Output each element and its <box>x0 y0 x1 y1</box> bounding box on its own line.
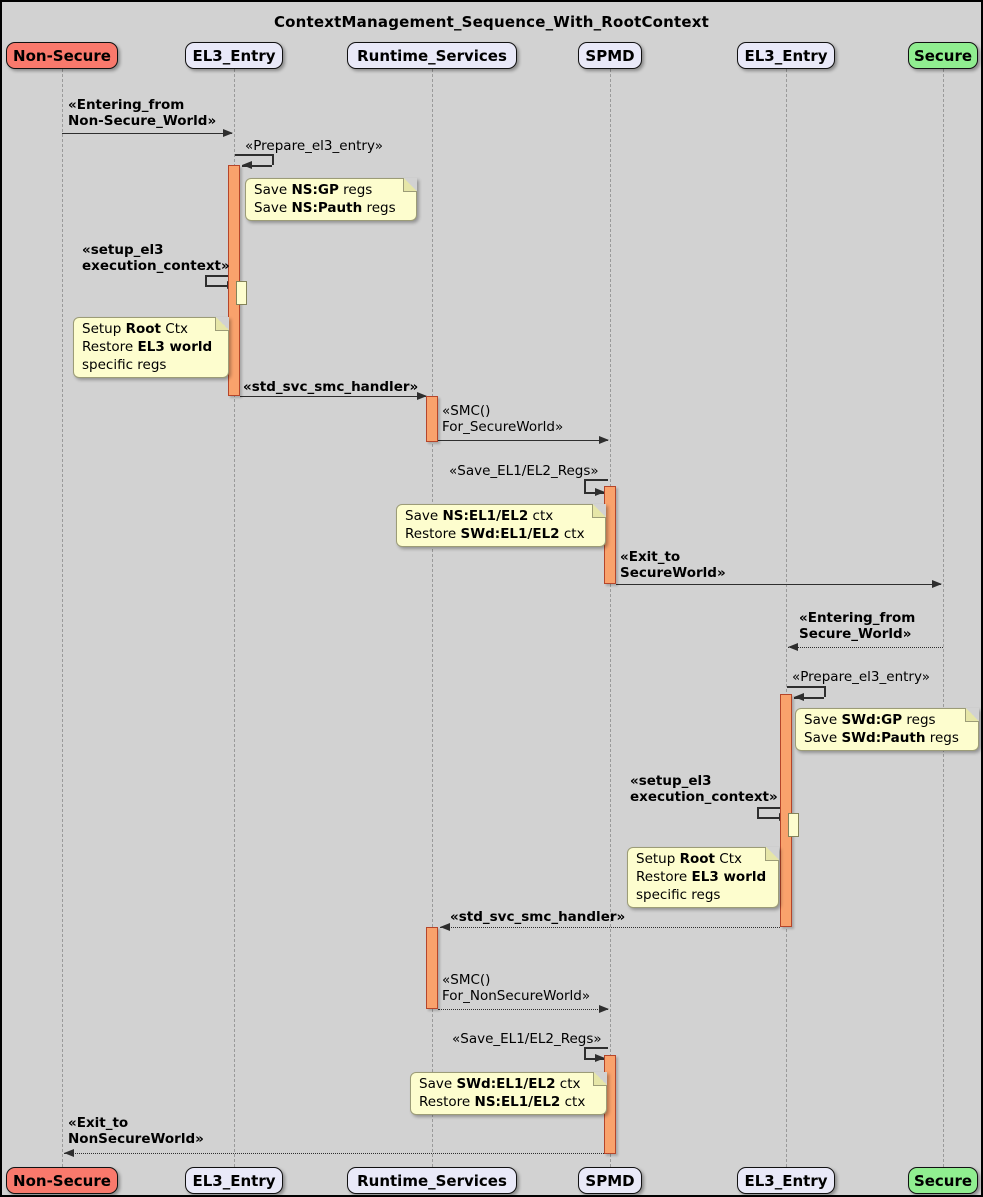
message-label-line: «Save_EL1/EL2_Regs» <box>449 463 599 479</box>
arrowhead-exit-to-non-secure-world <box>64 1149 74 1157</box>
message-label-line: «Exit_to <box>620 549 681 565</box>
message-label-smc-for-secure-world <box>442 403 563 435</box>
participant-bottom-spmd: SPMD <box>578 1167 642 1194</box>
message-label-setup-el3-execution-context-1 <box>82 242 230 274</box>
note-setup-root-ctx-1-line: Restore EL3 world <box>82 339 213 355</box>
participant-top-secure: Secure <box>908 42 978 69</box>
note-setup-root-ctx-2 <box>627 847 779 908</box>
participant-top-spmd: SPMD <box>578 42 642 69</box>
message-label-line: For_NonSecureWorld» <box>442 988 591 1004</box>
note-save-ns-el1-el2-line: Restore SWd:EL1/EL2 ctx <box>405 526 585 542</box>
message-label-entering-from-secure-world <box>799 610 915 642</box>
activation-act-runtime-services-2 <box>426 927 438 1009</box>
activation-act-el3-entry-2 <box>780 694 792 927</box>
note-save-swd-gp-regs <box>795 708 979 751</box>
message-label-line: «Entering_from <box>799 610 916 626</box>
note-save-ns-gp-regs-line: Save NS:Pauth regs <box>254 200 396 216</box>
participant-bottom-secure: Secure <box>908 1167 978 1194</box>
note-save-ns-el1-el2 <box>396 504 606 547</box>
diagram-title: ContextManagement_Sequence_With_RootContext <box>273 13 710 31</box>
message-arrow-smc-for-non-secure-world <box>438 1009 608 1010</box>
self-vert-setup-el3-execution-context-2 <box>757 807 759 817</box>
message-arrow-std-svc-smc-handler-1 <box>240 396 426 397</box>
participant-top-runtime-services: Runtime_Services <box>347 42 517 69</box>
message-arrow-exit-to-non-secure-world <box>64 1153 604 1154</box>
arrowhead-smc-for-non-secure-world <box>599 1005 609 1013</box>
message-label-setup-el3-execution-context-2 <box>630 773 778 805</box>
note-fold-corner <box>965 708 979 722</box>
arrowhead-entering-from-secure-world <box>788 643 798 651</box>
note-save-ns-el1-el2-line: Save NS:EL1/EL2 ctx <box>405 508 554 524</box>
lifeline-spmd <box>610 69 611 1167</box>
lifeline-non-secure <box>62 69 63 1167</box>
message-label-line: «Entering_from <box>68 97 185 113</box>
message-label-save-el1-el2-regs-1 <box>449 463 599 479</box>
note-setup-root-ctx-2-line: Restore EL3 world <box>636 869 767 885</box>
self-vert-prepare-el3-entry-1 <box>272 154 274 165</box>
note-setup-root-ctx-1-line: specific regs <box>82 357 167 373</box>
arrowhead-prepare-el3-entry-1 <box>242 161 252 169</box>
self-top-save-el1-el2-regs-2 <box>584 1047 608 1049</box>
note-save-swd-el1-el2 <box>410 1072 607 1115</box>
message-label-line: execution_context» <box>630 789 778 805</box>
message-label-line: «SMC() <box>442 972 491 988</box>
message-label-line: «SMC() <box>442 403 491 419</box>
note-save-swd-gp-regs-line: Save SWd:GP regs <box>804 712 936 728</box>
participant-top-el3-entry-2: EL3_Entry <box>737 42 835 69</box>
participant-bottom-el3-entry-2: EL3_Entry <box>737 1167 835 1194</box>
message-label-line: «setup_el3 <box>82 242 164 258</box>
note-save-swd-el1-el2-line: Restore NS:EL1/EL2 ctx <box>419 1094 586 1110</box>
message-arrow-entering-from-non-secure-world <box>62 133 232 134</box>
message-label-line: «setup_el3 <box>630 773 712 789</box>
message-arrow-entering-from-secure-world <box>788 647 943 648</box>
participant-bottom-runtime-services: Runtime_Services <box>347 1167 517 1194</box>
self-top-prepare-el3-entry-2 <box>787 686 824 688</box>
message-label-line: Non-Secure_World» <box>68 113 217 129</box>
note-fold-corner <box>403 178 417 192</box>
message-label-line: «Prepare_el3_entry» <box>792 669 930 685</box>
message-label-line: «Save_EL1/EL2_Regs» <box>452 1031 602 1047</box>
note-fold-corner <box>592 504 606 518</box>
participant-top-non-secure: Non-Secure <box>6 42 118 69</box>
note-fold-corner <box>765 847 779 861</box>
note-setup-root-ctx-1 <box>73 317 229 378</box>
note-save-ns-gp-regs <box>245 178 417 221</box>
lifeline-el3-entry-2 <box>786 69 787 1167</box>
message-label-prepare-el3-entry-2 <box>792 669 930 685</box>
self-top-save-el1-el2-regs-1 <box>584 479 608 481</box>
message-label-exit-to-secure-world <box>620 549 726 581</box>
note-save-ns-gp-regs-line: Save NS:GP regs <box>254 182 373 198</box>
message-label-save-el1-el2-regs-2 <box>452 1031 602 1047</box>
nested-el3-entry-1 <box>236 281 247 305</box>
message-arrow-smc-for-secure-world <box>438 440 608 441</box>
note-setup-root-ctx-2-line: specific regs <box>636 887 721 903</box>
arrowhead-std-svc-smc-handler-2 <box>440 923 450 931</box>
message-arrow-exit-to-secure-world <box>616 584 941 585</box>
message-label-std-svc-smc-handler-2 <box>450 909 625 925</box>
message-label-line: «Prepare_el3_entry» <box>245 138 383 154</box>
self-vert-save-el1-el2-regs-2 <box>584 1047 586 1058</box>
note-fold-corner <box>215 317 229 331</box>
note-setup-root-ctx-2-line: Setup Root Ctx <box>636 851 742 867</box>
participant-bottom-el3-entry-1: EL3_Entry <box>185 1167 283 1194</box>
note-save-swd-gp-regs-line: Save SWd:Pauth regs <box>804 730 959 746</box>
arrowhead-smc-for-secure-world <box>599 436 609 444</box>
message-label-smc-for-non-secure-world <box>442 972 590 1004</box>
message-label-entering-from-non-secure-world <box>68 97 216 129</box>
participant-top-el3-entry-1: EL3_Entry <box>185 42 283 69</box>
message-label-line: Secure_World» <box>799 626 912 642</box>
message-label-line: For_SecureWorld» <box>442 419 564 435</box>
arrowhead-prepare-el3-entry-2 <box>794 693 804 701</box>
note-save-swd-el1-el2-line: Save SWd:EL1/EL2 ctx <box>419 1076 581 1092</box>
self-vert-prepare-el3-entry-2 <box>824 686 826 697</box>
arrowhead-exit-to-secure-world <box>932 580 942 588</box>
message-label-line: «std_svc_smc_handler» <box>243 379 419 395</box>
participant-bottom-non-secure: Non-Secure <box>6 1167 118 1194</box>
message-label-exit-to-non-secure-world <box>68 1115 204 1147</box>
arrowhead-entering-from-non-secure-world <box>223 129 233 137</box>
message-label-line: «Exit_to <box>68 1115 129 1131</box>
message-label-std-svc-smc-handler-1 <box>243 379 418 395</box>
self-top-setup-el3-execution-context-1 <box>205 275 228 277</box>
message-label-line: «std_svc_smc_handler» <box>450 909 626 925</box>
self-vert-setup-el3-execution-context-1 <box>205 275 207 285</box>
message-label-line: execution_context» <box>82 258 230 274</box>
message-arrow-std-svc-smc-handler-2 <box>440 927 780 928</box>
self-vert-save-el1-el2-regs-1 <box>584 479 586 492</box>
activation-act-runtime-services-1 <box>426 396 438 442</box>
note-setup-root-ctx-1-line: Setup Root Ctx <box>82 321 188 337</box>
self-top-setup-el3-execution-context-2 <box>757 807 780 809</box>
lifeline-secure <box>943 69 944 1167</box>
nested-el3-entry-2 <box>788 813 799 837</box>
message-label-line: SecureWorld» <box>620 565 726 581</box>
note-fold-corner <box>593 1072 607 1086</box>
message-label-prepare-el3-entry-1 <box>245 138 383 154</box>
message-label-line: NonSecureWorld» <box>68 1131 204 1147</box>
self-top-prepare-el3-entry-1 <box>235 154 272 156</box>
